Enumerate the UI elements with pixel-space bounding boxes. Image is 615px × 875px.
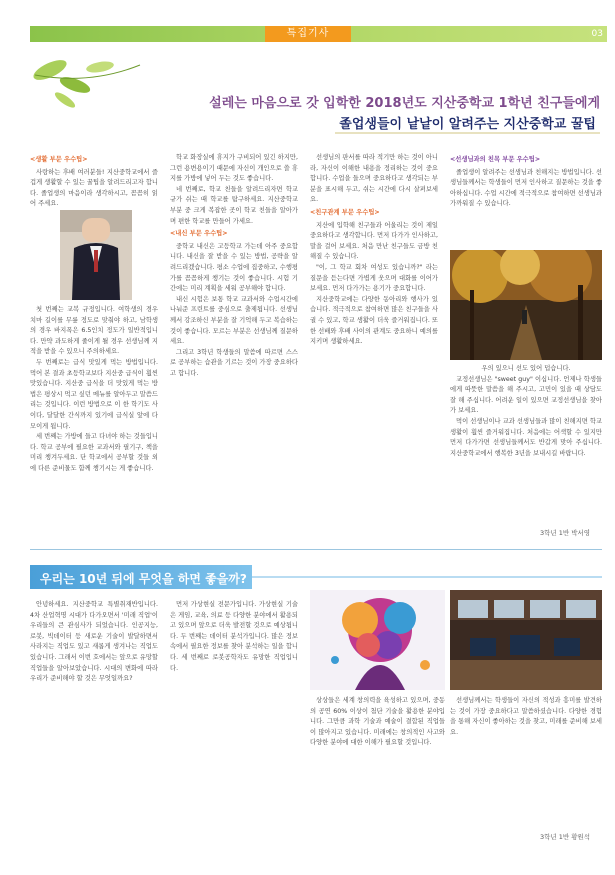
headline-line2 [150,113,600,132]
colorful-head-illustration [310,590,445,690]
section-tag: 특집기사 [265,26,351,42]
section2-col2-text: 먼저 가상현실 전문가입니다. 가상현실 기술은 게임, 교육, 의료 등 다양한 분야에서 활용되고 있으며 앞으로 더욱 발전할 것으로 예상됩니다. 두 번째는 데이터 분석가입니다. 많은 정보 속에서 필요한 정보를 찾아 분석하는 일을 합니다. 세 번째로 로봇공학자도 유망한 직업입니다. [170,601,298,672]
section2-col3-text: 상상들은 세계 창의력을 육성하고 있으며, 중동의 공연 60% 이상이 첨단 기술을 활용한 분야입니다. 그만큼 과학 기술과 예술이 결합된 직업들이 많아지고 있습니다. 미래에는 창의적인 사고와 다양한 분야에 대한 이해가 필요할 것입니다. [310,697,445,747]
section2-col-4 [450,696,602,826]
col1-para3: 두 번째로는 급식 맛있게 먹는 방법입니다. 먹어 본 결과 초등학교보다 지산중 급식이 훨씬 맛있습니다. 지산중 급식을 더 맛있게 먹는 방법은 평상시 먹고 싶던 메뉴를 알아두고 말씀드리는 것입니다. 이런 방법으로 이 한 학기도 사이다, 달달한 간식까지 있기에 급식실 앞에 다 모이게 됩니다. [30,358,158,430]
creative-head-image [310,590,445,690]
page-number: 03 [591,29,603,39]
col4-para1: 졸업생이 알려주는 선생님과 친해지는 방법입니다. 선생님들께서는 학생들이 먼저 인사하고 질문하는 것을 좋아하십니다. 수업 시간에 적극적으로 참여하면 선생님과 가까워질 수 있습니다. [450,168,602,208]
col2-para4: 내신 시험은 보통 학교 교과서와 수업시간에 나눠준 프린트를 중심으로 출제됩니다. 선생님께서 강조하신 부분을 잘 기억해 두고 복습하는 것이 좋습니다. 모르는 부분은 선생님께 질문하세요. [170,295,298,346]
col2-para2: 네 번째로, 학교 친들을 알려드리자면 학교 규가 쉬는 때 학교를 탐구하세요. 지산중학교 부분 중 크게 복잡한 곳이 학교 친들을 알아가며 편한 학교를 만들어 가세요. [170,185,298,225]
col1-subhead: <생활 부문 우수팁> [30,156,88,163]
col3-para2: 지산에 입학해 친구들과 어울리는 것이 제일 중요하다고 생각합니다. 먼저 다가가 인사하고, 말을 걸어 보세요. 처음 만난 친구들도 금방 친해질 수 있습니다. [310,221,438,261]
article-col-2 [170,153,298,545]
col2-para5: 그리고 3학년 학생들의 말씀에 따르면 스스로 공부하는 습관을 기르는 것이 가장 중요하다고 합니다. [170,348,298,377]
ship-bridge-image [450,590,602,690]
section2-banner [30,565,252,589]
student-photo [60,210,132,300]
autumn-photo [450,250,602,360]
col2-para3: 중학교 내신은 고등학교 가는데 아주 중요합니다. 내신을 잘 받을 수 있는 방법, 공략을 알려드리겠습니다. 평소 수업에 집중하고, 수행평가를 꼼꼼하게 챙기는 것이 좋습니다. 시험 기간에는 미리 계획을 세워 공부해야 합니다. [170,242,298,293]
col3-subhead: <친구관계 부문 우수팁> [310,208,380,216]
section2-col-2 [170,600,298,862]
col3-para4: 지산중학교에는 다양한 동아리와 행사가 있습니다. 적극적으로 참여하면 많은 친구들을 사귈 수 있고, 학교 생활이 더욱 즐거워집니다. 또한 선배와 후배 사이의 관계도 중요하니 예의를 지키며 생활하세요. [310,295,438,346]
col4-para2: 교정선생님은 "sweet guy" 이십니다. 언제나 학생들에게 따뜻한 말씀을 해 주시고, 고민이 있을 때 상담도 잘 해 주십니다. 어려운 일이 있으면 교정선생님을 찾아가 보세요. [450,375,602,415]
section-divider [30,549,602,550]
col2-subhead: <내신 부문 우수팁> [170,230,228,238]
col1-para2: 첫 번째는 교복 규정입니다. 여학생의 경우 치마 길이를 무릎 정도로 맞춰야 하고, 남학생의 경우 바지폭은 6.5인치 정도가 일반적입니다. 만약 과도하게 줄이게 될 경우 선생님께 지적을 받을 수 있으니 주의하세요. [30,306,158,356]
leaves-decoration-icon [30,45,155,115]
article-col-1b [30,305,158,545]
section2-line [252,576,602,578]
section2-col-1 [30,600,158,862]
student-uniform-image [60,210,132,300]
article-col-3 [310,153,438,545]
section2-col4-text: 선생님께서는 학생들이 자신의 적성과 흥미를 발견하는 것이 가장 중요하다고 말씀하셨습니다. 다양한 경험을 통해 자신이 좋아하는 것을 찾고, 미래를 준비해 보세요. [450,697,602,736]
col2-para1: 학교 화장실에 휴지가 구비되어 있긴 하지만, 그런 용변용이기 때문에 자신이 개인으로 쓸 휴지를 가방에 넣어 두는 것도 좋습니다. [170,154,298,183]
section2-col-3 [310,696,445,866]
ship-bridge-illustration [450,590,602,690]
header-bar [0,26,615,42]
col4-subhead: <선생님과의 친목 부문 우수팁> [450,156,541,163]
signature-1: 3학년 1반 박서영 [540,529,591,537]
article-col-4 [450,153,602,248]
article-col-4b [450,364,602,544]
col4-caption: 우의 있으니 선도 있어 덥습니다. [481,365,571,372]
headline-line1: 설레는 마음으로 갓 입학한 2018년도 지산중학교 1학년 친구들에게 [209,96,600,111]
section2-col1-text: 안녕하세요. 지산중학교 특별취재반입니다. 4차 산업혁명 시대가 다가오면서 '미래 직업'이 우리들의 큰 관심사가 되었습니다. 인공지능, 로봇, 빅데이터 등 새로운 기술이 발달하면서 사라지는 직업도 있고 새롭게 생겨나는 직업도 있습니다. 그래서 이번 호에서는 앞으로 유망할 직업들을 알아보았습니다. 시대의 변화에 따라 우리가 준비해야 할 것은 무엇일까요? [30,601,158,683]
col1-para1: 사랑하는 후배 여러분들! 지산중학교에서 즐겁게 생활할 수 있는 꿀팁을 알려드리고자 합니다. 졸업생의 마음이라 생각하시고, 꼼꼼히 읽어 주세요. [30,168,158,208]
autumn-path-image [450,250,602,360]
headline-line2-text: 졸업생들이 낱낱이 알려주는 지산중학교 꿀팁 [335,117,600,134]
col4-para3: 먹이 선생님이나 교과 선생님들과 많이 친해지면 학교 생활이 훨씬 즐거워집니다. 처음에는 어색할 수 있지만 먼저 다가가면 선생님들께서도 반갑게 맞아 주십니다. 지산중학교에서 행복한 3년을 보내시길 바랍니다. [450,417,602,457]
col3-para1: 선생님의 판서를 따라 적기만 하는 것이 아니라, 자신이 이해한 내용을 정리하는 것이 중요합니다. 수업을 들으며 중요하다고 생각되는 부분을 표시해 두고, 쉬는 시간에 다시 살펴보세요. [310,154,438,204]
section2-title: 우리는 10년 뒤에 무엇을 하면 좋을까? [40,572,247,586]
col3-para3: "이, 그 학교 회차 여성도 있습니까?" 라는 질문을 듣는다면 가볍게 웃으며 대화를 이어가 보세요. 먼저 다가가는 용기가 중요합니다. [310,263,438,293]
signature-2: 3학년 1반 황원석 [540,833,591,841]
col1-para4: 세 번째는 가방에 들고 다녀야 하는 것들입니다. 학교 공부에 필요한 교과서와 필기구, 책을 미리 챙겨두세요. 단 학교에서 공부할 것들 외에 다른 준비물도 함께 챙기시는 게 좋습니다. [30,433,158,472]
